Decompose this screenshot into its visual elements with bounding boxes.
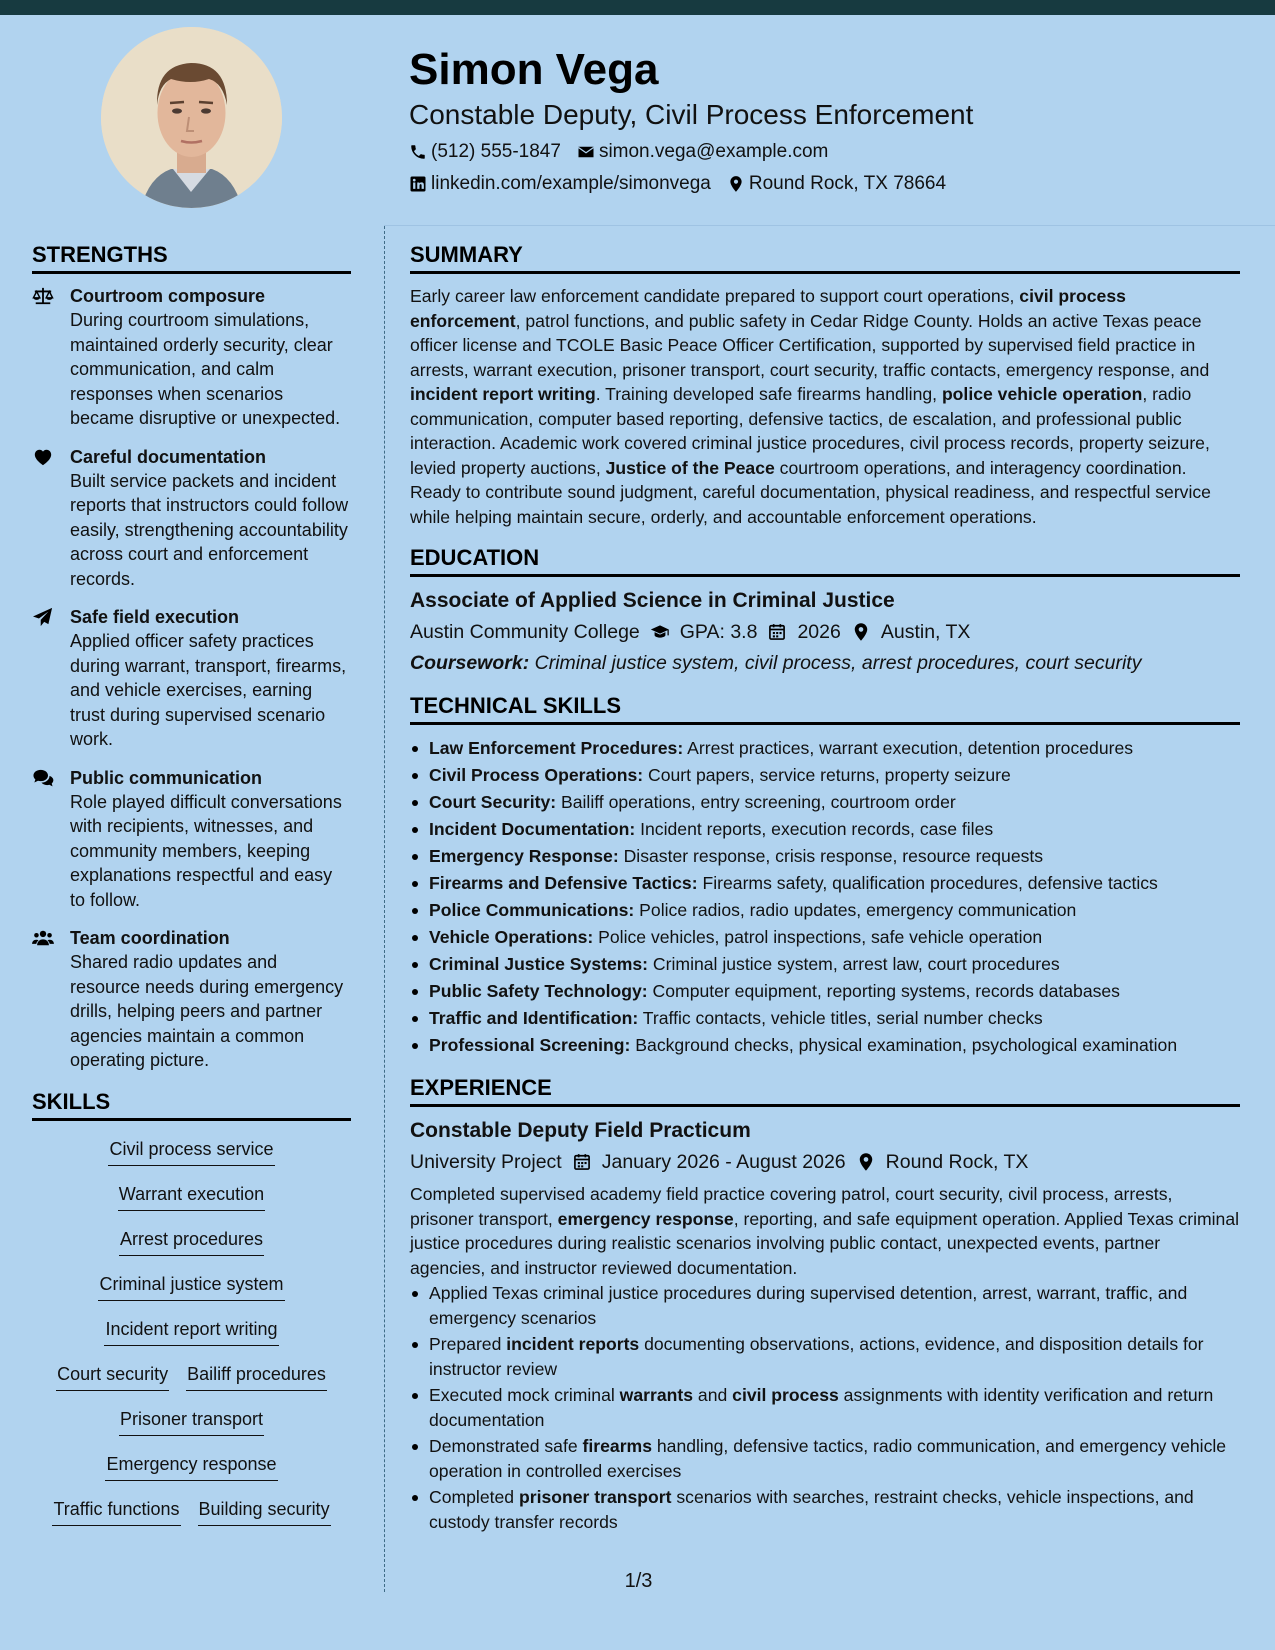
strength-item: [32, 284, 351, 431]
skill-tag: Traffic functions: [52, 1497, 180, 1526]
text-segment: scenarios with searches, restraint checks, vehicle inspections, and custody transfer records: [429, 1487, 1194, 1532]
experience-bullet: [410, 1332, 1240, 1381]
technical-skill-item: [410, 843, 1240, 870]
technical-skill-item: [410, 951, 1240, 978]
strength-text: Role played difficult conversations with recipients, witnesses, and community members, keeping explanations respectful and easy to follow.: [70, 791, 342, 910]
technical-skill-item: [410, 735, 1240, 762]
paper-plane-icon: [32, 605, 70, 752]
location-contact: [727, 172, 946, 196]
skill-tag: Bailiff procedures: [186, 1362, 327, 1391]
location-text: Round Rock, TX 78664: [748, 173, 947, 194]
technical-skills-heading: TECHNICAL SKILLS: [410, 691, 1240, 725]
technical-skill-label: Public Safety Technology:: [429, 981, 648, 1001]
technical-skill-label: Professional Screening:: [429, 1035, 631, 1055]
skills-list: [32, 1131, 351, 1542]
skill-row: [32, 1182, 351, 1227]
text-segment: Early career law enforcement candidate prepared to support court operations,: [410, 286, 1020, 306]
emphasis-text: prisoner transport: [518, 1487, 672, 1507]
skill-row: [32, 1227, 351, 1272]
email-contact[interactable]: [577, 140, 828, 164]
summary-heading: SUMMARY: [410, 240, 1240, 274]
technical-skill-label: Police Communications:: [429, 900, 635, 920]
experience-bullets: [410, 1281, 1240, 1534]
gpa-text: GPA: 3.8: [679, 621, 758, 643]
technical-skill-text: Incident reports, execution records, case files: [635, 819, 994, 839]
technical-skill-label: Civil Process Operations:: [429, 765, 644, 785]
coursework-text: Criminal justice system, civil process, arrest procedures, court security: [529, 652, 1142, 674]
skill-tag: Prisoner transport: [119, 1407, 264, 1436]
experience-bullet: [410, 1485, 1240, 1534]
text-segment: Demonstrated safe: [429, 1436, 583, 1456]
text-segment: Applied Texas criminal justice procedures during supervised detention, arrest, warrant, traffic, and emergency scenarios: [429, 1283, 1188, 1328]
comments-icon: [32, 766, 70, 913]
experience-heading: EXPERIENCE: [410, 1073, 1240, 1107]
resume-header: [409, 42, 1249, 196]
strength-title: Team coordination: [70, 928, 230, 948]
technical-skill-item: [410, 789, 1240, 816]
technical-skill-label: Traffic and Identification:: [429, 1008, 639, 1028]
strength-item: [32, 605, 351, 752]
text-segment: documenting observations, actions, evidence, and disposition details for instructor review: [429, 1334, 1204, 1379]
text-segment: . Training developed safe firearms handling,: [595, 384, 942, 404]
email-text[interactable]: simon.vega@example.com: [598, 141, 829, 162]
technical-skill-text: Traffic contacts, vehicle titles, serial number checks: [638, 1008, 1043, 1028]
strength-text: During courtroom simulations, maintained orderly security, clear communication, and calm responses when scenarios became disruptive or unexpected.: [70, 310, 341, 428]
emphasis-text: firearms: [582, 1436, 652, 1456]
strength-body: [70, 605, 351, 752]
strengths-heading: STRENGTHS: [32, 240, 351, 274]
calendar-icon: [767, 622, 787, 642]
text-segment: and: [693, 1385, 733, 1405]
page-number-text: 1/3: [624, 1570, 653, 1592]
summary-text: [410, 284, 1240, 529]
text-segment: Executed mock criminal: [429, 1385, 620, 1405]
emphasis-text: emergency response: [557, 1208, 734, 1229]
technical-skill-item: [410, 978, 1240, 1005]
strength-item: [32, 445, 351, 592]
technical-skill-item: [410, 816, 1240, 843]
strength-body: [70, 766, 351, 913]
technical-skill-label: Law Enforcement Procedures:: [429, 738, 684, 758]
emphasis-text: warrants: [619, 1385, 694, 1405]
strength-body: [70, 926, 351, 1073]
strength-body: [70, 284, 351, 431]
emphasis-text: Justice of the Peace: [605, 457, 775, 478]
coursework-label: Coursework:: [410, 652, 530, 674]
emphasis-text: civil process enforcement: [410, 286, 1126, 331]
skill-row: [32, 1452, 351, 1497]
technical-skill-text: Bailiff operations, entry screening, courtroom order: [556, 792, 956, 812]
technical-skill-text: Police vehicles, patrol inspections, safe vehicle operation: [593, 927, 1043, 947]
strength-text: Applied officer safety practices during warrant, transport, firearms, and vehicle exercises, earning trust during supervised scenario work.: [70, 631, 347, 749]
technical-skill-text: Computer equipment, reporting systems, records databases: [647, 981, 1120, 1001]
skills-heading: SKILLS: [32, 1087, 351, 1121]
strength-text: Built service packets and incident reports that instructors could follow easily, strengthening accountability across court and enforcement records.: [70, 470, 349, 589]
skill-row: [32, 1407, 351, 1452]
school-name: Austin Community College: [410, 621, 640, 643]
technical-skill-label: Firearms and Defensive Tactics:: [429, 873, 698, 893]
left-column: [32, 240, 351, 1542]
technical-skill-text: Arrest practices, warrant execution, detention procedures: [683, 738, 1134, 758]
experience-meta: [410, 1148, 1240, 1176]
coursework: [410, 649, 1240, 677]
technical-skill-text: Court papers, service returns, property seizure: [643, 765, 1011, 785]
text-segment: , reporting, and safe equipment operation. Applied Texas criminal justice procedures during realistic scenarios involving public contact, unexpected events, partner agencies, and instructor reviewed documentation.: [410, 1208, 1240, 1278]
strength-title: Safe field execution: [70, 607, 240, 627]
skill-tag: Warrant execution: [118, 1182, 265, 1211]
emphasis-text: incident reports: [506, 1334, 640, 1354]
top-bar: [0, 0, 1275, 15]
emphasis-text: police vehicle operation: [941, 384, 1143, 404]
skill-tag: Civil process service: [108, 1137, 274, 1166]
linkedin-icon: [409, 175, 427, 193]
technical-skill-text: Criminal justice system, arrest law, court procedures: [648, 954, 1060, 974]
skill-row: [32, 1272, 351, 1317]
experience-bullet: [410, 1281, 1240, 1330]
balance-scale-icon: [32, 284, 70, 431]
heart-icon: [32, 445, 70, 592]
header-divider: [384, 225, 1275, 226]
technical-skill-label: Vehicle Operations:: [429, 927, 594, 947]
technical-skill-item: [410, 1032, 1240, 1059]
map-pin-icon: [851, 622, 871, 642]
strength-title: Courtroom composure: [70, 286, 266, 306]
technical-skill-item: [410, 762, 1240, 789]
envelope-icon: [577, 143, 595, 161]
skill-tag: Incident report writing: [104, 1317, 278, 1346]
skill-tag: Arrest procedures: [119, 1227, 264, 1256]
text-segment: , radio communication, computer based reporting, defensive tactics, de escalation, and professional public interaction. Academic work covered criminal justice procedures, civil process records, property seizure, levied property auctions,: [410, 384, 1210, 478]
text-segment: , patrol functions, and public safety in Cedar Ridge County. Holds an active Texas peace officer license and TCOLE Basic Peace Officer Certification, supported by supervised field practice in arrests, warrant execution, prisoner transport, court security, traffic contacts, emergency response, and: [410, 310, 1210, 380]
graduation-cap-icon: [650, 622, 670, 642]
technical-skill-text: Disaster response, crisis response, resource requests: [618, 846, 1044, 866]
strength-item: [32, 766, 351, 913]
technical-skill-item: [410, 1005, 1240, 1032]
users-icon: [32, 926, 70, 1073]
technical-skills-list: [410, 735, 1240, 1059]
strength-body: [70, 445, 351, 592]
strength-title: Careful documentation: [70, 446, 267, 467]
technical-skill-label: Court Security:: [429, 792, 557, 812]
technical-skill-label: Incident Documentation:: [429, 819, 636, 839]
skill-tag: Criminal justice system: [98, 1272, 284, 1301]
skill-tag: Building security: [198, 1497, 331, 1526]
skill-row: [32, 1137, 351, 1182]
phone-contact: [409, 140, 561, 164]
strengths-list: [32, 284, 351, 1073]
skill-row: [32, 1362, 351, 1407]
emphasis-text: civil process: [732, 1385, 839, 1405]
job-title: Constable Deputy Field Practicum: [410, 1119, 751, 1142]
strength-title: Public communication: [70, 767, 263, 788]
text-segment: Prepared: [429, 1334, 507, 1354]
education-meta: [410, 618, 1240, 646]
skill-row: [32, 1497, 351, 1542]
graduation-year: 2026: [797, 621, 841, 643]
map-pin-icon: [727, 175, 745, 193]
technical-skill-item: [410, 924, 1240, 951]
text-segment: courtroom operations, and interagency coordination. Ready to contribute sound judgment, careful documentation, physical readiness, and respectful service while helping maintain secure, orderly, and accountable enforcement operations.: [410, 457, 1211, 527]
calendar-icon: [572, 1152, 592, 1172]
right-column: [410, 240, 1240, 1536]
text-segment: handling, defensive tactics, radio communication, and emergency vehicle operation in controlled exercises: [429, 1436, 1227, 1481]
candidate-name: Simon Vega: [409, 45, 659, 94]
experience-description: [410, 1182, 1240, 1280]
column-divider: [384, 226, 385, 1592]
technical-skill-text: Background checks, physical examination, psychological examination: [630, 1035, 1178, 1055]
technical-skill-label: Emergency Response:: [429, 846, 619, 866]
phone-text: (512) 555-1847: [431, 141, 561, 162]
job-location: Round Rock, TX: [885, 1151, 1029, 1173]
school-location: Austin, TX: [880, 621, 971, 643]
strength-item: [32, 926, 351, 1073]
technical-skill-label: Criminal Justice Systems:: [429, 954, 649, 974]
experience-bullet: [410, 1434, 1240, 1483]
skill-tag: Court security: [56, 1362, 169, 1391]
text-segment: assignments with identity verification and return documentation: [429, 1385, 1214, 1430]
linkedin-contact[interactable]: [409, 172, 711, 196]
map-pin-icon: [856, 1152, 876, 1172]
text-segment: Completed: [429, 1487, 519, 1507]
technical-skill-item: [410, 897, 1240, 924]
education-heading: EDUCATION: [410, 543, 1240, 577]
technical-skill-item: [410, 870, 1240, 897]
strength-text: Shared radio updates and resource needs during emergency drills, helping peers and partner agencies maintain a common operating picture.: [70, 952, 344, 1070]
organization: University Project: [410, 1151, 562, 1173]
skill-tag: Emergency response: [105, 1452, 277, 1481]
linkedin-text[interactable]: linkedin.com/example/simonvega: [431, 173, 711, 194]
technical-skill-text: Firearms safety, qualification procedures, defensive tactics: [697, 873, 1158, 893]
page-number: [0, 1570, 1275, 1593]
technical-skill-text: Police radios, radio updates, emergency communication: [634, 900, 1077, 920]
profile-photo: [101, 27, 282, 208]
emphasis-text: incident report writing: [410, 384, 596, 404]
phone-icon: [409, 143, 427, 161]
text-segment: Completed supervised academy field practice covering patrol, court security, civil process, arrests, prisoner transport,: [410, 1184, 1173, 1229]
job-dates: January 2026 - August 2026: [601, 1151, 846, 1173]
skill-row: [32, 1317, 351, 1362]
candidate-title: Constable Deputy, Civil Process Enforcement: [409, 99, 974, 130]
experience-bullet: [410, 1383, 1240, 1432]
degree-title: Associate of Applied Science in Criminal Justice: [410, 589, 895, 612]
